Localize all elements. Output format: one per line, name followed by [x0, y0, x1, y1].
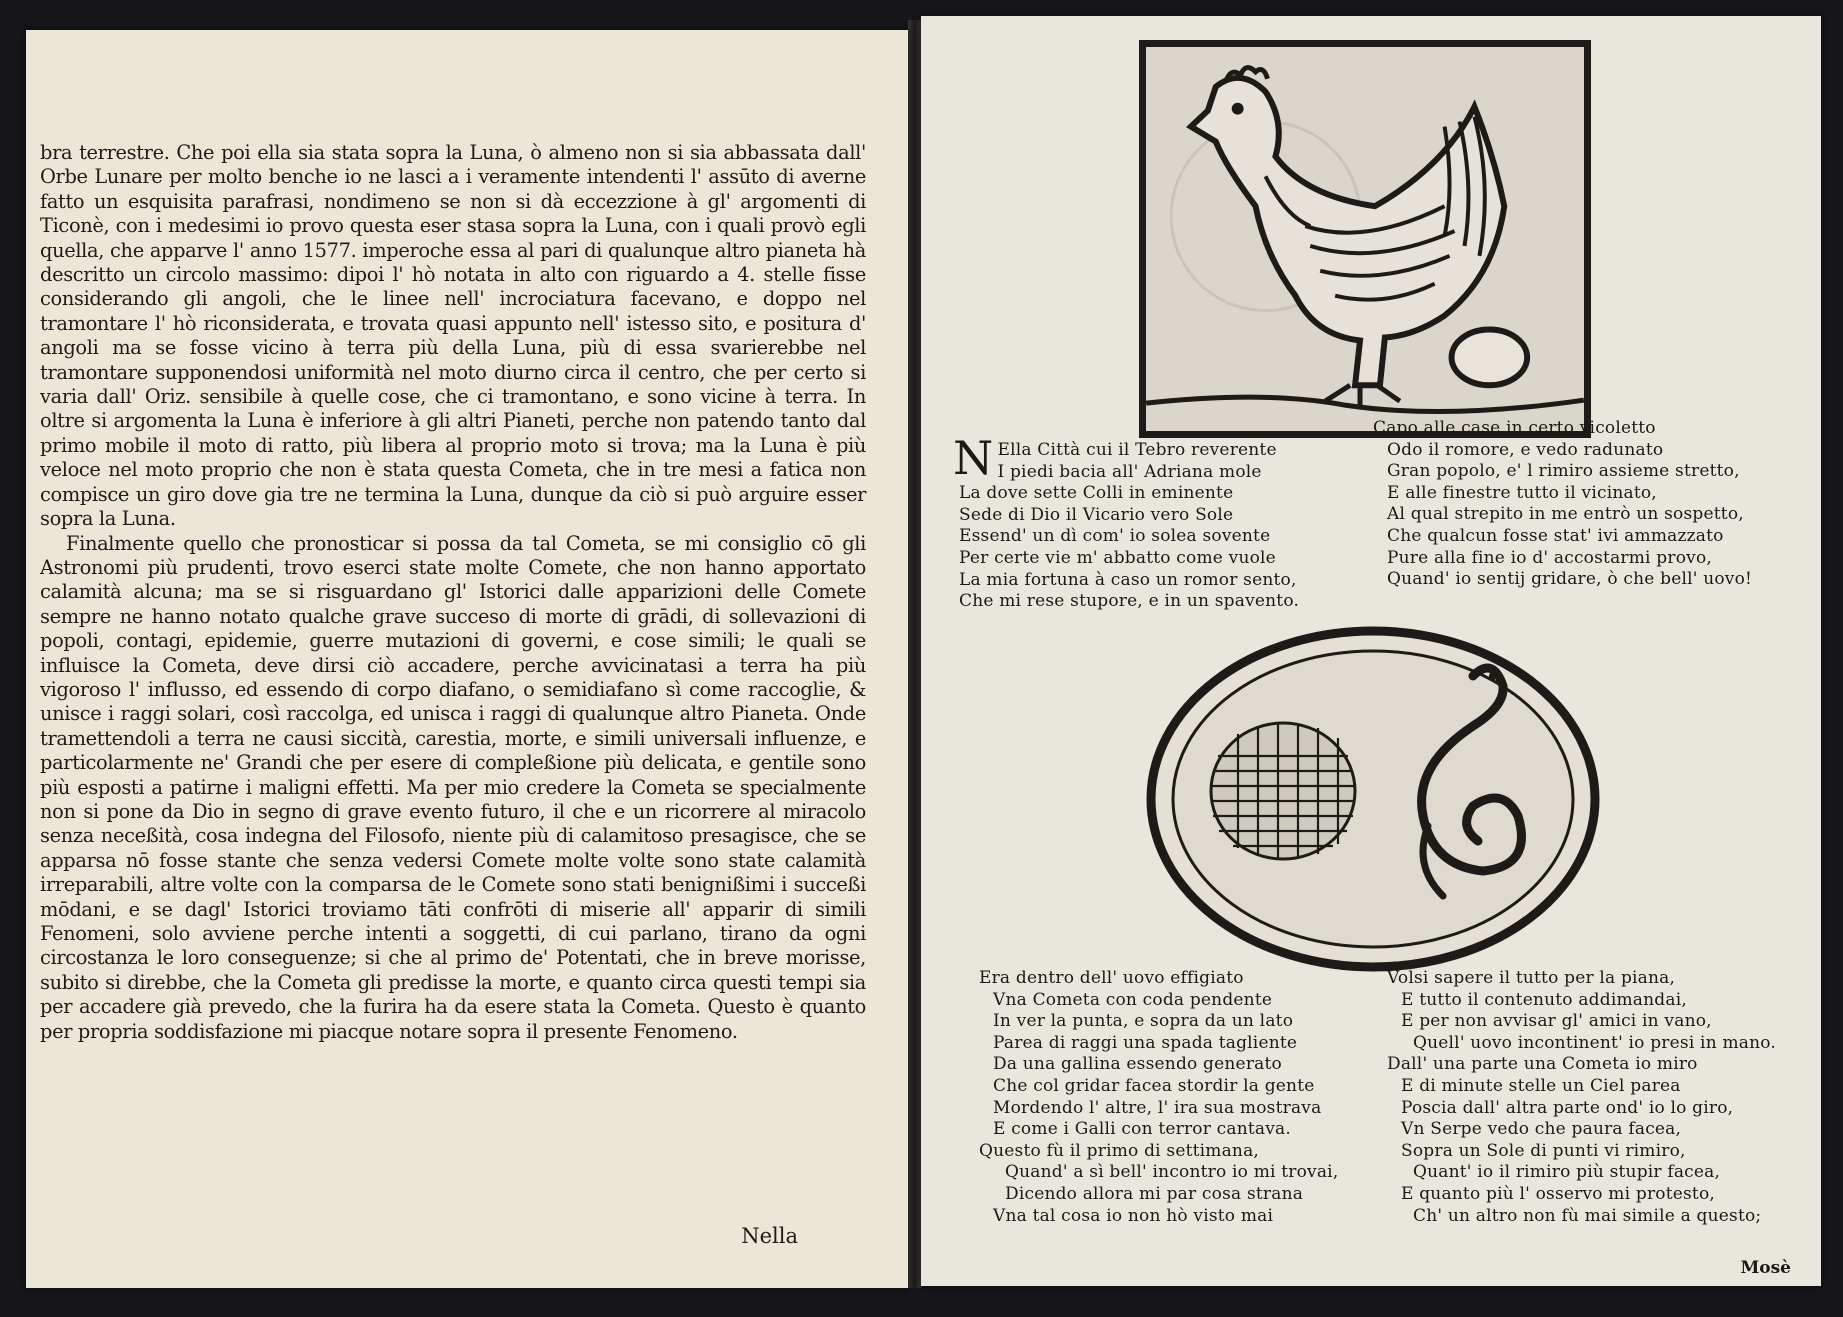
- verse-line: Poscia dall' altra parte ond' io lo giro,: [1401, 1097, 1734, 1118]
- verse-line: Dall' una parte una Cometa io miro: [1387, 1054, 1698, 1075]
- verse-line: In ver la punta, e sopra da un lato: [993, 1011, 1294, 1032]
- verse-line: Sede di Dio il Vicario vero Sole: [959, 504, 1234, 525]
- verse-line: E per non avvisar gl' amici in vano,: [1401, 1011, 1712, 1032]
- drop-cap: N: [953, 431, 994, 485]
- paragraph-prognostication: Finalmente quello che pronosticar si possa da tal Cometa, se mi consiglio cō gli Astronomi più prudenti, trovo eserci state molte Comete, che non hanno apportato calamità alcuna; ma se si risguardano gl' Istorici dalle apparizioni delle Comete sempre ne hanno notato qualche grave succeso di morte di grādi, di sollevazioni di popoli, contagi, epidemie, guerre mutazioni di governi, e cose simili; le quali se influisce la Cometa, deve dirsi ciò accadere, perche avvicinatasi a terra ha più vigoroso l' influsso, ed essendo di corpo diafano, o semidiafano sì come raccoglie, & unisce i raggi solari, così raccolga, ed unisca i raggi di qualunque altro Pianeta. Onde tramettendoli a terra ne causi siccità, carestia, morte, e simili universali influenze, e particolarmente ne' Grandi che per esere di compleßione più delicata, e gentile sono più esposti a patirne i maligni effetti. Ma per mio credere la Cometa se specialmente non si pone da Dio in segno di grave evento futuro, il che e un ricorrere al miracolo senza neceßità, cosa indegna del Filosofo, niente più di calamitoso presagisce, che se apparsa nō fosse stante che senza vedersi Comete molte volte sono state calamità irreparabili, altre volte con la comparsa de le Comete sono stati benignißimi i succeßi mōdani, e se dagl' Istorici troviamo tāti confrōti di miserie all' apparir di simili Fenomeni, solo avviene perche intenti a soggetti, di cui parlano, tirano da ogni circostanza le loro conseguenze; si che al primo de' Potentati, che in breve morisse, subito si direbbe, che la Cometa gli predisse la morte, e quanto circa questi tempi sia per accadere già prevedo, che la furira ha da esere stata la Cometa. Questo è quanto per propria soddisfazione mi piacque notare sopra il presente Fenomeno.: [40, 531, 866, 1043]
- verse-line: Questo fù il primo di settimana,: [979, 1140, 1260, 1161]
- catchword-right: Mosè: [1740, 1258, 1791, 1278]
- hen-woodcut: [1139, 40, 1591, 438]
- verse-line: Essend' un dì com' io solea sovente: [959, 526, 1271, 547]
- verse-line: Vna Cometa con coda pendente: [993, 989, 1273, 1010]
- verse-line: Vna tal cosa io non hò visto mai: [993, 1205, 1274, 1226]
- verse-line: Ch' un altro non fù mai simile a questo;: [1413, 1205, 1762, 1226]
- verse-line: Dicendo allora mi par cosa strana: [1005, 1183, 1304, 1204]
- hen-illustration: [1146, 47, 1584, 431]
- verse-line: Sopra un Sole di punti vi rimiro,: [1401, 1140, 1686, 1161]
- verse-line: Capo alle case in certo vicoletto: [1373, 418, 1656, 438]
- verse-line: Volsi sapere il tutto per la piana,: [1387, 968, 1676, 988]
- verse-line: Da una gallina essendo generato: [993, 1054, 1282, 1075]
- verse-line: Che col gridar facea stordir la gente: [993, 1075, 1315, 1096]
- verse-line: Al qual strepito in me entrò un sospetto,: [1387, 504, 1744, 525]
- verse-line: Che mi rese stupore, e in un spavento.: [959, 591, 1300, 612]
- verse-line: Vn Serpe vedo che paura facea,: [1401, 1119, 1682, 1140]
- verse-line: Per certe vie m' abbatto come vuole: [959, 547, 1276, 568]
- left-page: [26, 30, 908, 1288]
- verse-line: Quell' uovo incontinent' io presi in mano.: [1413, 1032, 1776, 1053]
- catchword-left: Nella: [741, 1224, 798, 1248]
- verse-stanza-1: [953, 431, 1300, 613]
- verse-line: Mordendo l' altre, l' ira sua mostrava: [993, 1097, 1322, 1118]
- verse-line: E quanto più l' osservo mi protesto,: [1401, 1183, 1715, 1204]
- verse-line: Quand' a sì bell' incontro io mi trovai,: [1005, 1162, 1339, 1183]
- verse-line: Pure alla fine io d' accostarmi provo,: [1387, 547, 1712, 568]
- verse-line: Quand' io sentij gridare, ò che bell' uovo!: [1387, 569, 1753, 590]
- verse-line: I piedi bacia all' Adriana mole: [997, 461, 1262, 482]
- verse-stanza-2: [1373, 418, 1773, 591]
- book-gutter: [908, 20, 921, 1288]
- verse-line: Odo il romore, e vedo radunato: [1387, 439, 1664, 460]
- verse-line: E di minute stelle un Ciel parea: [1401, 1075, 1681, 1096]
- paragraph-astronomy: bra terrestre. Che poi ella sia stata sopra la Luna, ò almeno non si sia abbassata dall' Orbe Lunare per molto benche io ne lasci a i veramente intendenti l' assūto di averne fatto un esquisita parafrasi, nondimeno se non si dà eccezzione à gl' argomenti di Ticonè, con i medesimi io provo questa eser stasa sopra la Luna, con i quali provò egli quella, che apparve l' anno 1577. imperoche essa al pari di qualunque altro pianeta hà descritto un circolo massimo: dipoi l' hò notata in alto con riguardo a 4. stelle fisse considerando gli angoli, che le linee nell' incrociatura facevano, e doppo nel tramontare l' hò riconsiderata, e trovata quasi appunto nell' istesso sito, e positura d' angoli ma se fosse vicino à terra più della Luna, più di essa svarierebbe nel tramontare supponendosi uniformità nel moto diurno circa il centro, che per certo si varia dall' Oriz. sensibile à quelle cose, che ci tramontano, e sono vicine à terra. In oltre si argomenta la Luna è inferiore à gli altri Pianeti, perche non patendo tanto dal primo mobile il moto di ratto, più libera al proprio moto si trova; ma la Luna è più veloce nel moto proprio che non è stata questa Cometa, che in tre mesi a fatica non compisce un giro dove gia tre ne termina la Luna, dunque da ciò si può arguire esser sopra la Luna.: [40, 141, 866, 531]
- verse-line: La dove sette Colli in eminente: [959, 483, 1234, 504]
- egg-woodcut: [1143, 616, 1603, 982]
- verse-line: Che qualcun fosse stat' ivi ammazzato: [1387, 525, 1724, 546]
- egg-illustration: [1143, 616, 1603, 982]
- verse-line: E alle finestre tutto il vicinato,: [1387, 482, 1657, 503]
- verse-line: Parea di raggi una spada tagliente: [993, 1032, 1298, 1053]
- verse-line: Gran popolo, e' l rimiro assieme stretto,: [1387, 461, 1740, 482]
- verse-line: E tutto il contenuto addimandai,: [1401, 989, 1687, 1010]
- verse-stanza-3: [979, 968, 1339, 1227]
- verse-line: La mia fortuna à caso un romor sento,: [959, 569, 1297, 590]
- verse-line: E come i Galli con terror cantava.: [993, 1119, 1291, 1140]
- verse-line: Quant' io il rimiro più stupir facea,: [1413, 1162, 1721, 1183]
- prose-text: [40, 141, 866, 1044]
- verse-line: Ella Città cui il Tebro reverente: [997, 440, 1277, 460]
- right-page: [921, 16, 1821, 1286]
- comet-hatching: [1211, 723, 1355, 859]
- verse-line: Era dentro dell' uovo effigiato: [979, 968, 1244, 988]
- verse-stanza-4: [1387, 968, 1787, 1227]
